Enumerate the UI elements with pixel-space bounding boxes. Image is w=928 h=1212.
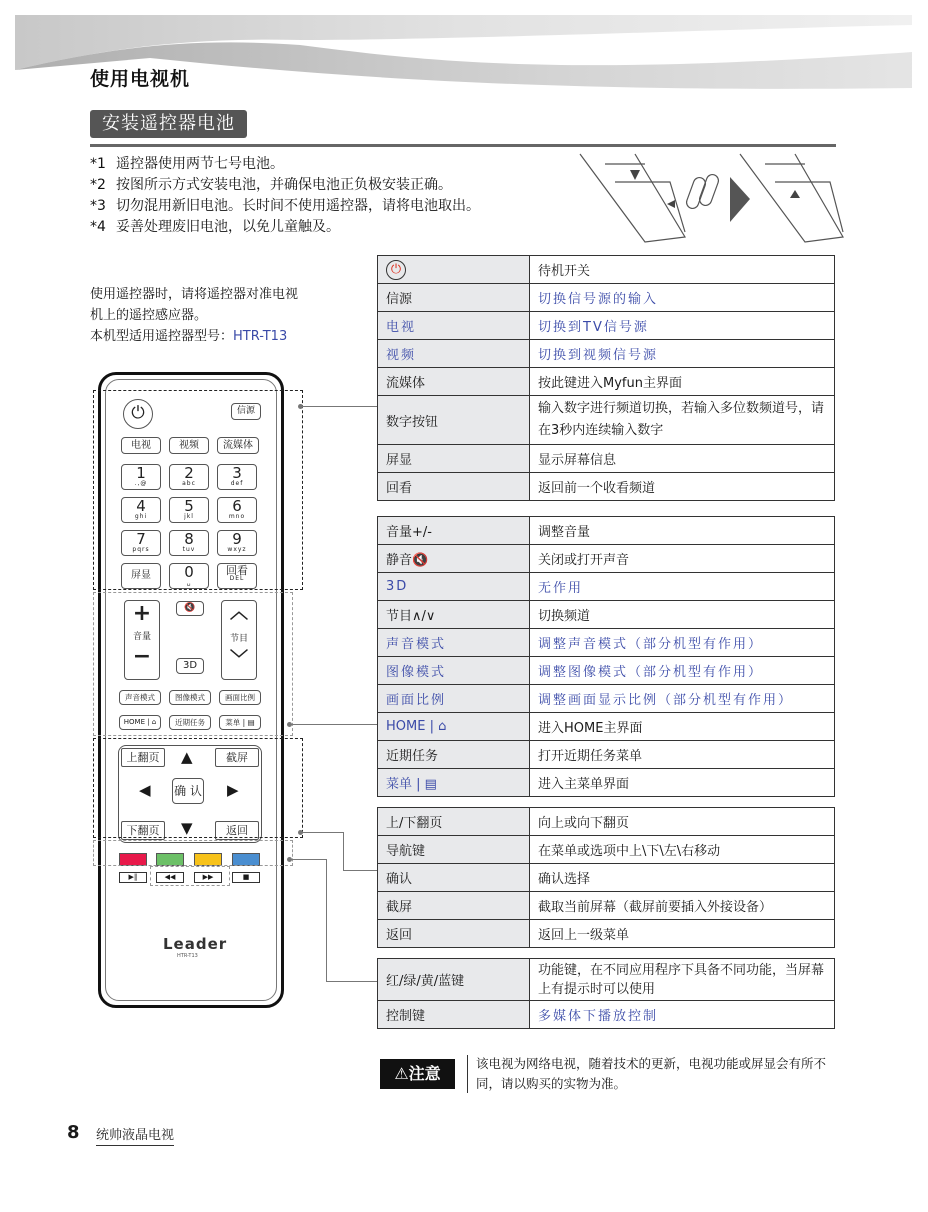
caution-text: 该电视为网络电视，随着技术的更新，电视功能或屏显会有所不同，请以购买的实物为准。 [476,1056,827,1091]
back-view-button[interactable]: 回看 DEL [217,563,257,589]
mute-button[interactable]: 🔇 [176,601,204,616]
arrow-up-icon [790,190,800,198]
number-key-1[interactable]: 1 .,@ [121,464,161,490]
group-outline-middle [93,592,293,736]
table-row: 图像模式 调整图像模式（部分机型有作用） [378,657,835,685]
tv-button[interactable]: 电视 [121,437,161,454]
left-arrow-button[interactable]: ◀ [139,781,151,799]
ok-button[interactable]: 确 认 [172,778,204,804]
fast-forward-button[interactable]: ▶▶ [194,872,222,883]
back-button[interactable]: 返回 [215,821,259,840]
function-table-4 [377,958,835,1029]
remote-intro: 使用遥控器时，请将遥控器对准电视 机上的遥控感应器。 本机型适用遥控器型号：HTR-T13 [90,287,299,344]
table-row: ⏻ 待机开关 [378,256,835,284]
triangle-next-icon [730,177,750,222]
page-number: 8 [67,1122,80,1143]
remote-model: HTR-T13 [233,329,288,344]
3d-button[interactable]: 3D [176,658,204,674]
stop-button[interactable]: ■ [232,872,260,883]
volume-label: 音量 [132,632,151,642]
screenshot-button[interactable]: 截屏 [215,748,259,767]
picture-mode-button[interactable]: 图像模式 [169,690,211,705]
note-item: *3 切勿混用新旧电池。长时间不使用遥控器，请将电池取出。 [90,198,480,214]
volume-down-icon: − [132,644,152,669]
rewind-button[interactable]: ◀◀ [156,872,184,883]
note-item: *4 妥善处理废旧电池，以免儿童触及。 [90,219,340,235]
number-key-2[interactable]: 2 abc [169,464,209,490]
remote-model-label: HTR-T13 [177,953,198,959]
battery-install-illustration [575,152,845,247]
battery-notes [90,154,480,238]
recent-tasks-button[interactable]: 近期任务 [169,715,211,730]
number-key-9[interactable]: 9 wxyz [217,530,257,556]
power-icon: ⏻ [386,260,406,280]
group-outline-media [150,866,230,886]
number-key-7[interactable]: 7 pqrs [121,530,161,556]
group-outline-top [93,390,303,590]
group-outline-color [93,840,293,866]
play-pause-button[interactable]: ▶‖ [119,872,147,883]
page-up-button[interactable]: 上翻页 [121,748,165,767]
number-key-3[interactable]: 3 def [217,464,257,490]
table-row: 音量+/- 调整音量 [378,517,835,545]
arrow-left-icon [667,200,675,208]
connector-line [343,832,344,870]
connector-line [289,724,377,725]
section-divider [90,144,836,147]
connector-line [289,859,326,860]
number-key-8[interactable]: 8 tuv [169,530,209,556]
table-row: 视频 切换到视频信号源 [378,340,835,368]
connector-line [326,981,377,982]
function-table-2 [377,516,835,797]
caution-divider [467,1055,468,1093]
table-row: 流媒体 按此键进入Myfun主界面 [378,368,835,396]
note-item: *2 按图所示方式安装电池，并确保电池正负极安装正确。 [90,177,452,193]
table-row: 上/下翻页 向上或向下翻页 [378,808,835,836]
table-row: HOME | ⌂ 进入HOME主界面 [378,713,835,741]
table-row: 截屏 截取当前屏幕（截屏前要插入外接设备） [378,892,835,920]
group-outline-nav [93,738,303,838]
menu-button[interactable]: 菜单 | ▤ [219,715,261,730]
note-item: *1 遥控器使用两节七号电池。 [90,156,284,172]
number-key-5[interactable]: 5 jkl [169,497,209,523]
brand-logo: Leader [163,935,228,953]
function-table-3 [377,807,835,948]
table-row: 回看 返回前一个收看频道 [378,473,835,501]
power-button[interactable]: ⏻ [123,399,153,429]
table-row: 节目∧/∨ 切换频道 [378,601,835,629]
function-table-1 [377,255,835,501]
table-row: 确认 确认选择 [378,864,835,892]
table-row: 近期任务 打开近期任务菜单 [378,741,835,769]
channel-down-icon: ﹀ [230,649,248,670]
table-row: 控制键 多媒体下播放控制 [378,1001,835,1029]
connector-line [343,870,377,871]
stream-button[interactable]: 流媒体 [217,437,259,454]
volume-up-icon: + [132,601,152,626]
table-row: 信源 切换信号源的输入 [378,284,835,312]
home-button[interactable]: HOME | ⌂ [119,715,161,730]
table-row: 静音🔇 关闭或打开声音 [378,545,835,573]
source-button[interactable]: 信源 [231,403,261,420]
page-down-button[interactable]: 下翻页 [121,821,165,840]
number-key-6[interactable]: 6 mno [217,497,257,523]
aspect-ratio-button[interactable]: 画面比例 [219,690,261,705]
right-arrow-button[interactable]: ▶ [227,781,239,799]
table-row: 画面比例 调整画面显示比例（部分机型有作用） [378,685,835,713]
number-key-4[interactable]: 4 ghi [121,497,161,523]
connector-line [326,859,327,981]
caution-badge: ⚠注意 [380,1059,455,1089]
down-arrow-button[interactable]: ▼ [181,819,193,837]
arrow-down-icon [630,170,640,180]
table-row: 数字按钮 输入数字进行频道切换，若输入多位数频道号，请在3秒内连续输入数字 [378,396,835,445]
up-arrow-button[interactable]: ▲ [181,748,193,766]
number-key-0[interactable]: 0 ␣ [169,563,209,589]
table-row: 电视 切换到TV信号源 [378,312,835,340]
display-button[interactable]: 屏显 [121,563,161,589]
table-row: 声音模式 调整声音模式（部分机型有作用） [378,629,835,657]
connector-line [300,406,377,407]
footer-title: 统帅液晶电视 [96,1124,174,1146]
chapter-title: 使用电视机 [90,68,191,90]
table-row: 返回 返回上一级菜单 [378,920,835,948]
table-row: 菜单 | ▤ 进入主菜单界面 [378,769,835,797]
connector-line [300,832,343,833]
video-button[interactable]: 视频 [169,437,209,454]
table-row: 屏显 显示屏幕信息 [378,445,835,473]
sound-mode-button[interactable]: 声音模式 [119,690,161,705]
table-row: 红/绿/黄/蓝键 功能键，在不同应用程序下具备不同功能，当屏幕上有提示时可以使用 [378,959,835,1001]
table-row: 导航键 在菜单或选项中上\下\左\右移动 [378,836,835,864]
channel-up-icon: ︿ [230,602,248,623]
section-title: 安装遥控器电池 [90,110,247,138]
channel-label: 节目 [229,634,248,644]
table-row: 3D 无作用 [378,573,835,601]
